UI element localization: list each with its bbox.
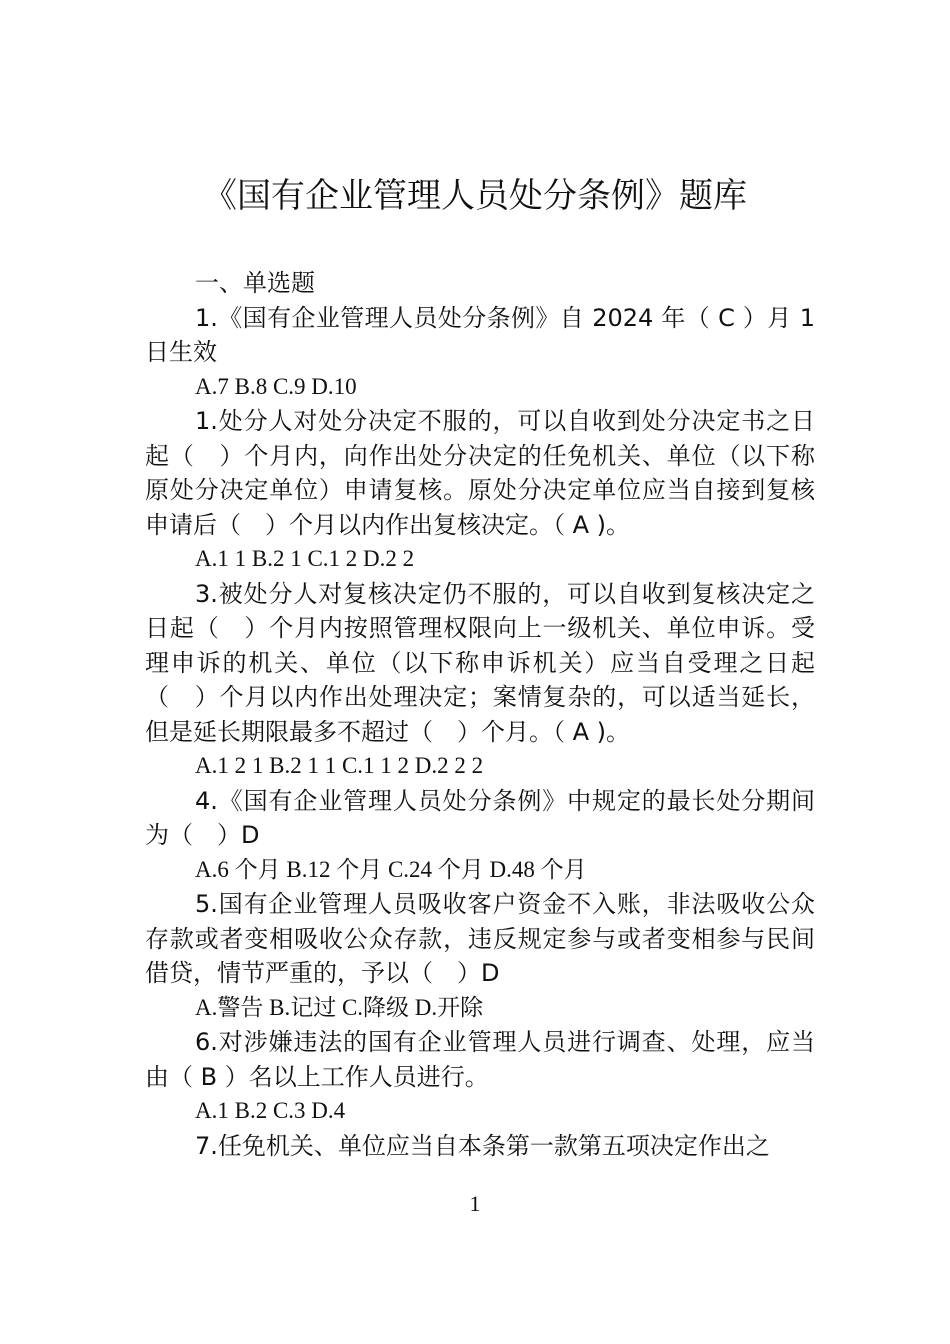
question-options: A.6 个月 B.12 个月 C.24 个月 D.48 个月	[195, 856, 587, 882]
document-title: 《国有企业管理人员处分条例》题库	[203, 176, 747, 216]
question-stem: 3.被处分人对复核决定仍不服的，可以自收到复核决定之日起（ ）个月内按照管理权限向上一级机关、单位申诉。受理申诉的机关、单位（以下称申诉机关）应当自受理之日起（ ）个月以内作出处理决定；案情复杂的，可以适当延长，但是延长期限最多不超过（ ）个月。（ A )。	[145, 579, 815, 746]
question-stem: 6.对涉嫌违法的国有企业管理人员进行调查、处理，应当由（ B ）名以上工作人员进行。	[145, 1028, 815, 1091]
question-options: A.1 B.2 C.3 D.4	[195, 1098, 346, 1123]
question-options: A.1 1 B.2 1 C.1 2 D.2 2	[195, 546, 415, 571]
page-number: 1	[469, 1191, 481, 1216]
document-body	[145, 266, 815, 1163]
question-options: A.警告 B.记过 C.降级 D.开除	[195, 994, 484, 1020]
question-stem: 5.国有企业管理人员吸收客户资金不入账，非法吸收公众存款或者变相吸收公众存款，违反规定参与或者变相参与民间借贷，情节严重的，予以（ ）D	[145, 890, 815, 987]
question-stem: 7.任免机关、单位应当自本条第一款第五项决定作出之	[195, 1131, 770, 1160]
question-options: A.7 B.8 C.9 D.10	[195, 373, 357, 399]
question-stem: 4.《国有企业管理人员处分条例》中规定的最长处分期间为（ ）D	[145, 786, 815, 849]
question-stem: 1.《国有企业管理人员处分条例》自 2024 年（ C ）月 1 日生效	[145, 303, 815, 366]
question-stem: 1.处分人对处分决定不服的，可以自收到处分决定书之日起（ ）个月内，向作出处分决定的任免机关、单位（以下称原处分决定单位）申请复核。原处分决定单位应当自接到复核申请后（ ）个月以内作出复核决定。（ A )。	[145, 407, 815, 539]
section-heading: 一、单选题	[195, 269, 315, 297]
question-options: A.1 2 1 B.2 1 1 C.1 1 2 D.2 2 2	[195, 753, 484, 778]
